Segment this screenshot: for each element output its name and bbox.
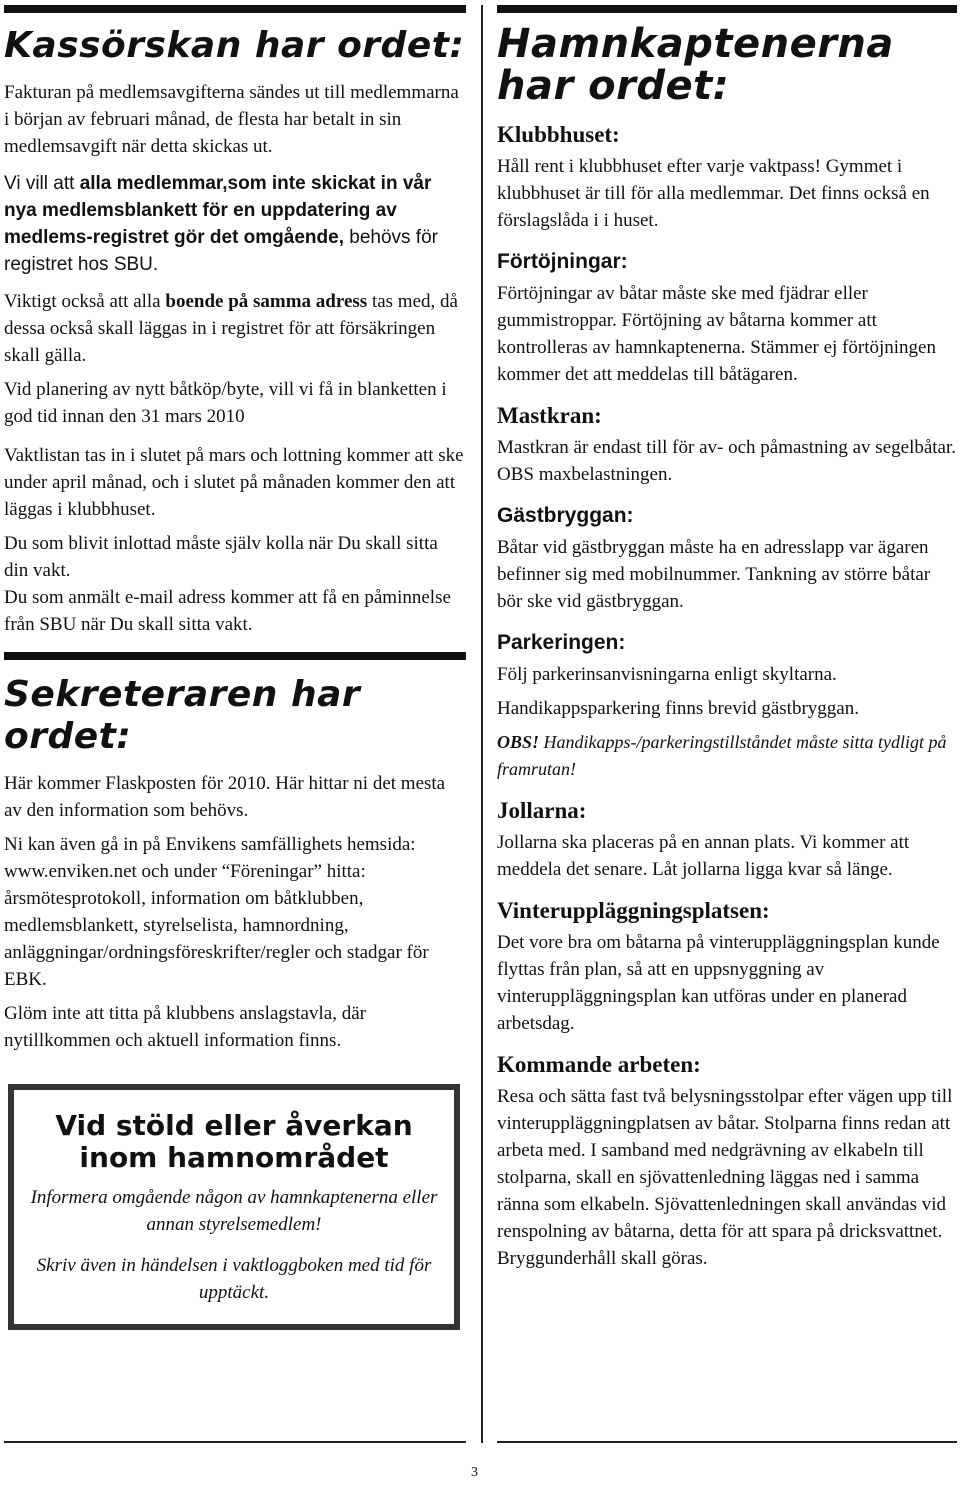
- column-divider: [481, 5, 483, 1443]
- gastbryggan-heading: Gästbryggan:: [497, 504, 634, 527]
- kommande-text: Resa och sätta fast två belysningsstolpar efter vägen upp till vinteruppläggningplatsen av båtar. Stolparna finns redan att arbeta med. I samband med nedgrävning av elkabeln till stolparna, skall en sjövattenledning läggas ned i samma ränna som elkabeln. Sjövattenledningen skall användas vid renspolning av båtarna, detta för att spara på dricksvattnet. Bryggunderhåll skall göras.: [497, 1086, 953, 1269]
- sekreterare-paragraph-3: Glöm inte att titta på klubbens anslagstavla, där nytillkommen och aktuell information finns.: [4, 1003, 366, 1051]
- hamnkapten-heading: Hamnkaptenerna har ordet:: [497, 21, 894, 109]
- mastkran-heading: Mastkran:: [497, 403, 602, 428]
- kassor-paragraph-6: Du som blivit inlottad måste själv kolla när Du skall sitta din vakt.: [4, 533, 438, 581]
- gastbryggan-text: Båtar vid gästbryggan måste ha en adresslapp var ägaren befinner sig med mobilnummer. Tankning av större båtar bör ske vid gästbryggan.: [497, 537, 931, 612]
- jollarna-text: Jollarna ska placeras på en annan plats. Vi kommer att meddela det senare. Låt jollarna ligga kvar så länge.: [497, 832, 910, 880]
- kommande-heading: Kommande arbeten:: [497, 1052, 701, 1077]
- parkeringen-text-2: Handikappsparkering finns brevid gästbryggan.: [497, 698, 859, 719]
- right-column: [497, 0, 957, 1279]
- fortojningar-text: Förtöjningar av båtar måste ske med fjädrar eller gummistroppar. Förtöjning av båtarna kommer att kontrolleras av hamnkaptenerna. Stämmer ej förtöjningen kommer det att meddelas till båtägaren.: [497, 283, 936, 385]
- kassor-paragraph-4: Vid planering av nytt båtköp/byte, vill vi få in blanketten i god tid innan den 31 mars 2010: [4, 379, 447, 427]
- jollarna-heading: Jollarna:: [497, 798, 587, 823]
- section-rule: [4, 652, 466, 660]
- parkeringen-heading: Parkeringen:: [497, 631, 626, 654]
- parkeringen-obs: OBS! Handikapps-/parkeringstillståndet måste sitta tydligt på framrutan!: [497, 732, 947, 779]
- kassor-paragraph-3: Viktigt också att alla boende på samma adress tas med, då dessa också skall läggas in i registret för att försäkringen skall gälla.: [4, 291, 458, 366]
- sekreterare-heading: Sekreteraren har ordet:: [4, 674, 361, 757]
- section-rule: [4, 5, 466, 13]
- klubbhuset-text: Håll rent i klubbhuset efter varje vaktpass! Gymmet i klubbhuset är till för alla medlemmar. Det finns också en förslagslåda i i huset.: [497, 156, 930, 231]
- klubbhuset-heading: Klubbhuset:: [497, 122, 620, 147]
- mastkran-text: Mastkran är endast till för av- och påmastning av segelbåtar. OBS maxbelastningen.: [497, 437, 957, 485]
- notice-paragraph-1: Informera omgående någon av hamnkaptenerna eller annan styrelsemedlem!: [30, 1187, 438, 1235]
- parkeringen-text-1: Följ parkerinsanvisningarna enligt skyltarna.: [497, 664, 837, 685]
- sekreterare-paragraph-1: Här kommer Flaskposten för 2010. Här hittar ni det mesta av den information som behövs.: [4, 773, 446, 821]
- kassor-heading: Kassörskan har ordet:: [4, 25, 465, 66]
- vinter-text: Det vore bra om båtarna på vinteruppläggningsplan kunde flyttas från plan, så att en uppsnyggning av vinteruppläggningsplan kan utföras under en planerad arbetsdag.: [497, 932, 940, 1034]
- notice-title: Vid stöld eller åverkan inom hamnområdet: [55, 1109, 413, 1174]
- page-number: 3: [471, 1465, 478, 1480]
- kassor-paragraph-5: Vaktlistan tas in i slutet på mars och lottning kommer att ske under april månad, och i slutet på månaden kommer den att läggas i klubbhuset.: [4, 445, 464, 520]
- vinter-heading: Vinteruppläggningsplatsen:: [497, 898, 770, 923]
- bottom-rule-left: [4, 1441, 466, 1443]
- sekreterare-paragraph-2: Ni kan även gå in på Envikens samfällighets hemsida: www.enviken.net och under “Föreningar” hitta: årsmötesprotokoll, information om båtklubben, medlemsblankett, styrelselista, hamnordning, anläggningar/ordningsföreskrifter/regler och stadgar för EBK.: [4, 834, 429, 990]
- bottom-rule-right: [497, 1441, 957, 1443]
- kassor-paragraph-1: Fakturan på medlemsavgifterna sändes ut till medlemmarna i början av februari månad, de flesta har betalt in sin medlemsavgift när detta skickas ut.: [4, 82, 459, 157]
- section-rule: [497, 5, 957, 13]
- notice-paragraph-2: Skriv även in händelsen i vaktloggboken med tid för upptäckt.: [36, 1255, 432, 1303]
- fortojningar-heading: Förtöjningar:: [497, 250, 628, 273]
- kassor-paragraph-2: Vi vill att alla medlemmar,som inte skickat in vår nya medlemsblankett för en uppdatering av medlems-registret gör det omgående, behövs för registret hos SBU.: [4, 173, 438, 275]
- kassor-paragraph-7: Du som anmält e-mail adress kommer att få en påminnelse från SBU när Du skall sitta vakt.: [4, 587, 451, 635]
- notice-box: [8, 1084, 460, 1330]
- left-column: [4, 0, 466, 1330]
